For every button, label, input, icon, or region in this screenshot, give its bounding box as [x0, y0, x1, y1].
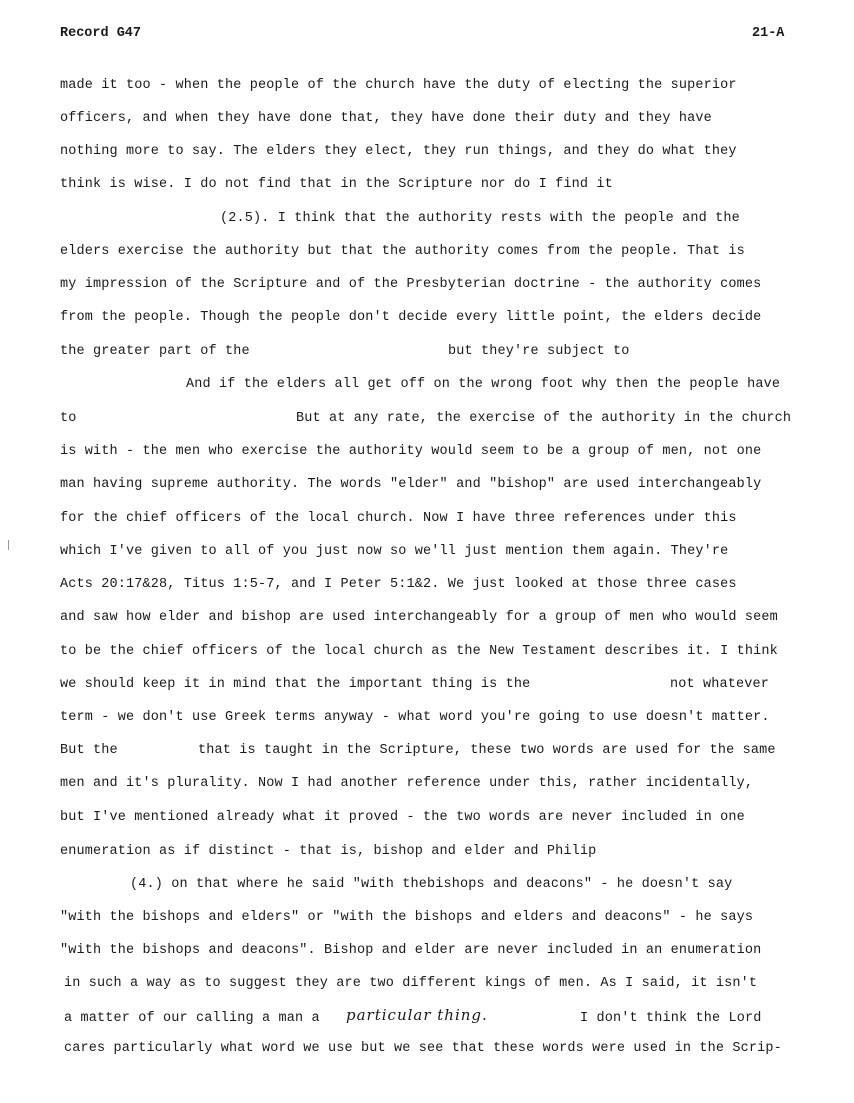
margin-mark [8, 540, 9, 550]
text-line: a matter of our calling a man a [64, 1011, 320, 1026]
text-line: enumeration as if distinct - that is, bishop and elder and Philip [60, 844, 597, 859]
text-line: for the chief officers of the local church. Now I have three references under this [60, 511, 737, 526]
text-line: but they're subject to [448, 344, 630, 359]
text-line: to be the chief officers of the local church as the New Testament describes it. I think [60, 644, 778, 659]
text-line: to [60, 411, 77, 426]
text-line: in such a way as to suggest they are two different kings of men. As I said, it isn't [64, 976, 758, 991]
record-label: Record G47 [60, 26, 142, 41]
text-line: is with - the men who exercise the authority would seem to be a group of men, not one [60, 444, 762, 459]
text-line: term - we don't use Greek terms anyway - what word you're going to use doesn't matter. [60, 710, 770, 725]
page-number: 21-A [752, 26, 785, 41]
text-line: But the [60, 743, 118, 758]
text-line: I don't think the Lord [580, 1011, 762, 1026]
handwritten-note: particular thing. [346, 1006, 488, 1024]
text-line: not whatever [670, 677, 770, 692]
text-line: officers, and when they have done that, they have done their duty and they have [60, 111, 712, 126]
text-line: Acts 20:17&28, Titus 1:5-7, and I Peter 5:1&2. We just looked at those three cases [60, 577, 737, 592]
text-line: that is taught in the Scripture, these two words are used for the same [198, 743, 776, 758]
text-line: my impression of the Scripture and of the Presbyterian doctrine - the authority comes [60, 277, 762, 292]
text-line: But at any rate, the exercise of the authority in the church [296, 411, 792, 426]
text-line: but I've mentioned already what it proved - the two words are never included in one [60, 810, 745, 825]
text-line: And if the elders all get off on the wrong foot why then the people have [186, 377, 781, 392]
text-line: (2.5). I think that the authority rests with the people and the [220, 211, 740, 226]
text-line: man having supreme authority. The words "elder" and "bishop" are used interchangeably [60, 477, 762, 492]
text-line: cares particularly what word we use but we see that these words were used in the Scrip- [64, 1041, 782, 1056]
text-line: elders exercise the authority but that the authority comes from the people. That is [60, 244, 745, 259]
text-line: from the people. Though the people don't decide every little point, the elders decide [60, 310, 762, 325]
text-line: men and it's plurality. Now I had another reference under this, rather incidentally, [60, 776, 754, 791]
text-line: think is wise. I do not find that in the Scripture nor do I find it [60, 177, 613, 192]
text-line: which I've given to all of you just now so we'll just mention them again. They're [60, 544, 729, 559]
text-line: the greater part of the [60, 344, 250, 359]
text-line: "with the bishops and deacons". Bishop and elder are never included in an enumeration [60, 943, 762, 958]
text-line: nothing more to say. The elders they elect, they run things, and they do what they [60, 144, 737, 159]
text-line: (4.) on that where he said "with thebishops and deacons" - he doesn't say [130, 877, 733, 892]
text-line: "with the bishops and elders" or "with the bishops and elders and deacons" - he says [60, 910, 754, 925]
text-line: we should keep it in mind that the important thing is the [60, 677, 531, 692]
text-line: and saw how elder and bishop are used interchangeably for a group of men who would seem [60, 610, 778, 625]
text-line: made it too - when the people of the church have the duty of electing the superior [60, 78, 737, 93]
